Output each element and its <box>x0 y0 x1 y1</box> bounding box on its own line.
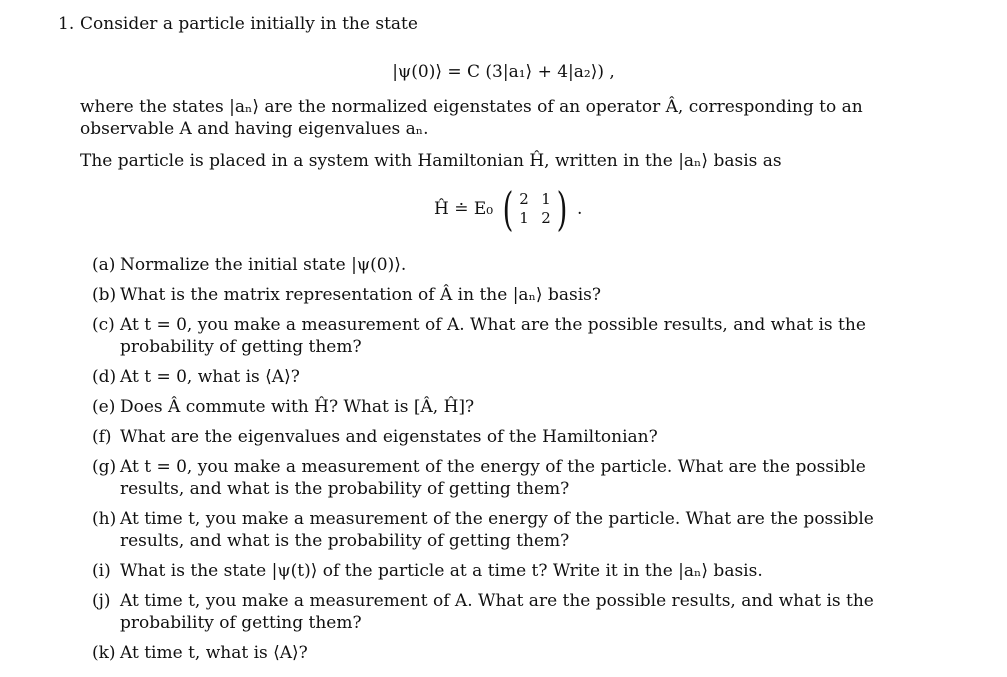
part-label: (d) <box>92 367 117 387</box>
part-text: At time t, you make a measurement of A. What are the possible results, and what is the probability of getting them? <box>120 591 874 633</box>
part-a <box>92 254 922 276</box>
matrix-entry-11: 2 <box>519 190 529 208</box>
part-d <box>92 366 922 388</box>
eigenstates-paragraph: where the states |aₙ⟩ are the normalized eigenstates of an operator Â, corresponding to an observable A and having eigenvalues aₙ. <box>80 97 863 139</box>
matrix-entry-22: 2 <box>541 209 551 227</box>
part-label: (g) <box>92 457 117 477</box>
matrix-entry-21: 1 <box>519 209 529 227</box>
left-paren-icon: ( <box>502 182 514 236</box>
part-text: At time t, what is ⟨A⟩? <box>120 643 308 663</box>
problem-number: 1. <box>58 14 75 34</box>
part-k <box>92 642 922 664</box>
part-label: (h) <box>92 509 117 529</box>
part-e <box>92 396 922 418</box>
part-text: Normalize the initial state |ψ(0)⟩. <box>120 255 407 275</box>
right-paren-icon: ) <box>556 182 568 236</box>
part-text: What is the matrix representation of Â in the |aₙ⟩ basis? <box>120 285 601 305</box>
part-label: (f) <box>92 427 112 447</box>
initial-state-equation: |ψ(0)⟩ = C (3|a₁⟩ + 4|a₂⟩) , <box>392 62 615 82</box>
part-label: (a) <box>92 255 116 275</box>
part-text: At t = 0, what is ⟨A⟩? <box>120 367 300 387</box>
part-label: (i) <box>92 561 111 581</box>
hamiltonian-paragraph: The particle is placed in a system with Hamiltonian Ĥ, written in the |aₙ⟩ basis as <box>80 151 782 171</box>
hamiltonian-equation <box>434 182 583 236</box>
part-text: What is the state |ψ(t)⟩ of the particle at a time t? Write it in the |aₙ⟩ basis. <box>120 561 763 581</box>
part-label: (c) <box>92 315 115 335</box>
part-h <box>92 508 922 552</box>
part-g <box>92 456 922 500</box>
part-text: Does Â commute with Ĥ? What is [Â, Ĥ]? <box>120 397 475 417</box>
hamiltonian-end: . <box>577 199 583 219</box>
hamiltonian-matrix <box>499 182 571 236</box>
hamiltonian-lhs: Ĥ ≐ E₀ <box>434 199 494 219</box>
part-f <box>92 426 922 448</box>
part-j <box>92 590 922 634</box>
part-i <box>92 560 922 582</box>
part-label: (b) <box>92 285 117 305</box>
part-text: At t = 0, you make a measurement of the energy of the particle. What are the possible results, and what is the probability of getting them? <box>120 457 866 499</box>
part-label: (k) <box>92 643 116 663</box>
part-b <box>92 284 922 306</box>
matrix-entry-12: 1 <box>541 190 551 208</box>
part-text: What are the eigenvalues and eigenstates of the Hamiltonian? <box>120 427 658 447</box>
part-label: (e) <box>92 397 116 417</box>
problem-intro: Consider a particle initially in the state <box>80 14 418 34</box>
part-text: At time t, you make a measurement of the energy of the particle. What are the possible results, and what is the probability of getting them? <box>120 509 874 551</box>
part-text: At t = 0, you make a measurement of A. What are the possible results, and what is the probability of getting them? <box>120 315 866 357</box>
part-label: (j) <box>92 591 111 611</box>
part-c <box>92 314 922 358</box>
